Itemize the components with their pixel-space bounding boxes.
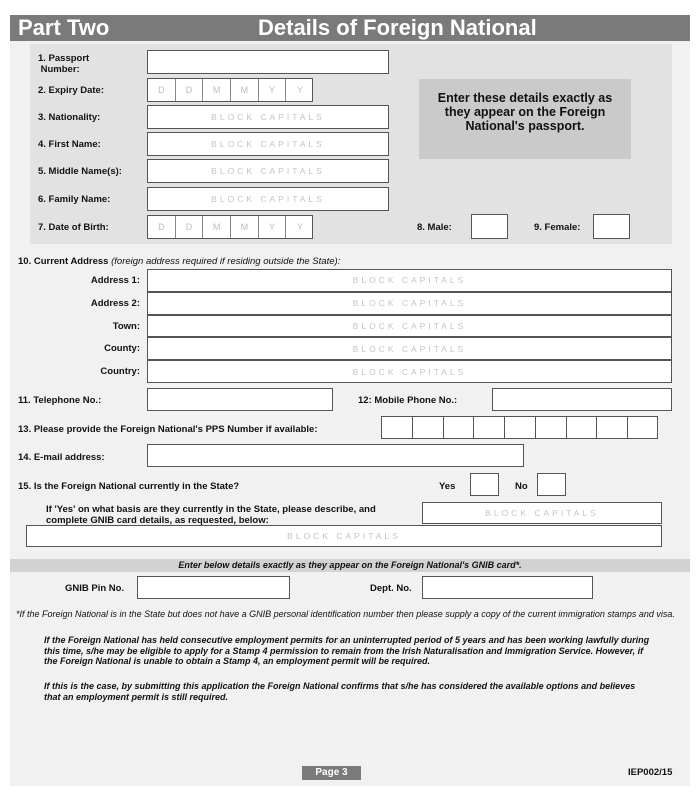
male-label: 8. Male: <box>417 222 452 233</box>
date-cell: Y <box>259 216 287 238</box>
email-field[interactable] <box>147 444 524 467</box>
family-name-field[interactable] <box>147 187 389 211</box>
pps-digit-cell[interactable] <box>628 417 659 438</box>
address-heading-note: (foreign address required if residing outside the State): <box>111 256 341 267</box>
placeholder-text: BLOCK CAPITALS <box>352 366 467 377</box>
middle-name-label: 5. Middle Name(s): <box>38 166 122 177</box>
date-cell: Y <box>297 222 304 232</box>
address-line-label: Address 1: <box>90 275 140 286</box>
first-name-field[interactable] <box>147 132 389 156</box>
address-line-field[interactable] <box>147 292 672 315</box>
address-line-label: Town: <box>112 320 140 332</box>
address-line-label: County: <box>104 343 140 355</box>
dob-field[interactable] <box>147 215 313 239</box>
basis-long-field[interactable] <box>26 525 662 547</box>
mobile-field[interactable] <box>492 388 672 411</box>
dept-no-label: Dept. No. <box>370 583 412 594</box>
pps-digit-cell[interactable] <box>413 417 444 438</box>
dob-label: 7. Date of Birth: <box>38 222 109 233</box>
male-checkbox[interactable] <box>471 214 508 239</box>
yes-label: Yes <box>439 481 456 492</box>
placeholder-text: BLOCK CAPITALS <box>352 343 467 354</box>
passport-note-text: Enter these details exactly as they appear on the Foreign National's passport. <box>437 91 613 133</box>
no-checkbox[interactable] <box>537 473 566 496</box>
placeholder-text: BLOCK CAPITALS <box>352 320 467 331</box>
first-name-label: 4. First Name: <box>38 139 101 150</box>
placeholder-text: BLOCK CAPITALS <box>352 298 467 309</box>
placeholder-text: BLOCK CAPITALS <box>211 166 325 176</box>
no-label: No <box>515 481 528 492</box>
address-line-label: Country: <box>100 366 140 378</box>
date-cell: D <box>176 216 204 238</box>
female-checkbox[interactable] <box>593 214 630 239</box>
placeholder-text: BLOCK CAPITALS <box>485 508 599 518</box>
basis-short-field[interactable] <box>422 502 662 524</box>
pps-digit-cell[interactable] <box>474 417 505 438</box>
address-line-field[interactable] <box>147 360 672 383</box>
pps-label: 13. Please provide the Foreign National's PPS Number if available: <box>18 424 318 435</box>
address-line-field[interactable] <box>147 269 672 292</box>
passport-number-field[interactable] <box>147 50 389 74</box>
placeholder-text: BLOCK CAPITALS <box>211 194 325 204</box>
middle-name-field[interactable] <box>147 159 389 183</box>
nationality-field[interactable] <box>147 105 389 129</box>
date-cell: D <box>148 79 176 101</box>
pps-number-field[interactable] <box>381 416 658 439</box>
address-heading-text: 10. Current Address <box>18 256 109 267</box>
basis-question: If 'Yes' on what basis are they currently in the State, please describe, and complete GNIB card details, as requested, below: <box>46 504 376 526</box>
gnib-pin-field[interactable] <box>137 576 290 599</box>
email-label: 14. E-mail address: <box>18 452 105 463</box>
placeholder-text: BLOCK CAPITALS <box>211 139 325 149</box>
stamp4-paragraph: If the Foreign National has held consecutive employment permits for an uninterrupted period of 5 years and has been working lawfully during this time, s/he may be eligible to apply for a Stamp 4 permission to remain from the Irish Naturalisation and Immigration Service. However, if the Foreign National is unable to obtain a Stamp 4, an employment permit will be required. <box>44 635 650 666</box>
pps-digit-cell[interactable] <box>444 417 475 438</box>
expiry-date-field[interactable] <box>147 78 313 102</box>
female-label: 9. Female: <box>534 222 581 233</box>
date-cell: D <box>176 79 204 101</box>
in-state-question: 15. Is the Foreign National currently in the State? <box>18 481 240 492</box>
gnib-pin-label: GNIB Pin No. <box>65 583 125 594</box>
mobile-label: 12: Mobile Phone No.: <box>358 395 458 406</box>
dept-no-field[interactable] <box>422 576 593 599</box>
pps-digit-cell[interactable] <box>505 417 536 438</box>
address-line-field[interactable] <box>147 315 672 338</box>
passport-label: 1. Passport Number: <box>38 53 90 75</box>
address-line-field[interactable] <box>147 337 672 360</box>
footnote: *If the Foreign National is in the State but does not have a GNIB personal identification number then please supply a copy of the current immigration stamps and visa. <box>16 609 675 619</box>
gnib-banner-text: Enter below details exactly as they appear on the Foreign National's GNIB card*. <box>178 560 522 570</box>
yes-checkbox[interactable] <box>470 473 499 496</box>
pps-digit-cell[interactable] <box>536 417 567 438</box>
nationality-label: 3. Nationality: <box>38 112 101 123</box>
page-number-text: Page 3 <box>315 767 348 778</box>
date-cell: Y <box>297 85 304 95</box>
placeholder-text: BLOCK CAPITALS <box>287 531 401 541</box>
family-name-label: 6. Family Name: <box>38 194 111 205</box>
placeholder-text: BLOCK CAPITALS <box>211 112 325 122</box>
date-cell: M <box>203 216 231 238</box>
pps-digit-cell[interactable] <box>597 417 628 438</box>
page-title: Details of Foreign National <box>258 15 537 40</box>
address-line-label: Address 2: <box>90 297 140 309</box>
date-cell: M <box>231 79 259 101</box>
confirmation-paragraph: If this is the case, by submitting this application the Foreign National confirms that s/he has considered the available options and believes that an employment permit is still required. <box>44 681 636 702</box>
date-cell: D <box>148 216 176 238</box>
placeholder-text: BLOCK CAPITALS <box>352 275 467 286</box>
form-code: IEP002/15 <box>628 767 673 778</box>
pps-digit-cell[interactable] <box>567 417 598 438</box>
pps-digit-cell[interactable] <box>382 417 413 438</box>
expiry-date-label: 2. Expiry Date: <box>38 85 104 96</box>
date-cell: Y <box>259 79 287 101</box>
telephone-label: 11. Telephone No.: <box>18 395 102 406</box>
part-label: Part Two <box>18 15 110 40</box>
date-cell: M <box>231 216 259 238</box>
address-heading <box>18 256 340 267</box>
telephone-field[interactable] <box>147 388 333 411</box>
date-cell: M <box>203 79 231 101</box>
